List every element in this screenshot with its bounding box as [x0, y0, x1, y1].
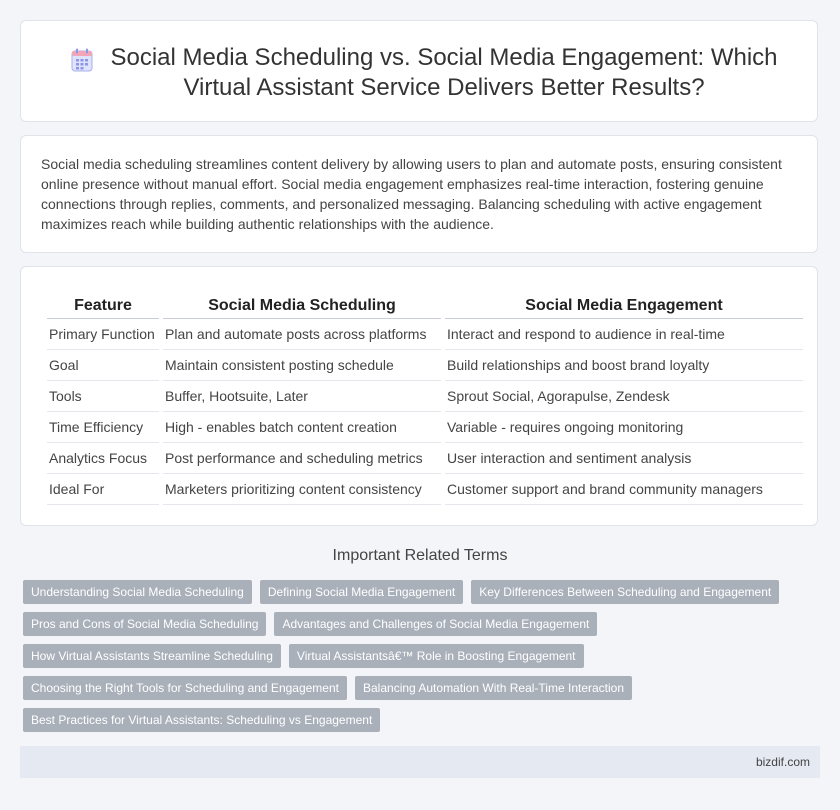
- table-cell: Analytics Focus: [47, 443, 159, 474]
- table-cell: Marketers prioritizing content consistency: [163, 474, 441, 505]
- table-cell: Post performance and scheduling metrics: [163, 443, 441, 474]
- table-row: [47, 443, 803, 474]
- table-cell: Tools: [47, 381, 159, 412]
- table-cell: Maintain consistent posting schedule: [163, 350, 441, 381]
- table-cell: User interaction and sentiment analysis: [445, 443, 803, 474]
- table-cell: Buffer, Hootsuite, Later: [163, 381, 441, 412]
- table-row: [47, 350, 803, 381]
- related-term-tag[interactable]: Defining Social Media Engagement: [260, 580, 463, 604]
- related-term-tag[interactable]: Pros and Cons of Social Media Scheduling: [23, 612, 266, 636]
- footer-site-link[interactable]: bizdif.com: [755, 755, 810, 769]
- related-term-tag[interactable]: Best Practices for Virtual Assistants: Scheduling vs Engagement: [23, 708, 380, 732]
- table-cell: Primary Function: [47, 319, 159, 350]
- related-terms-heading: Important Related Terms: [332, 547, 508, 564]
- footer-bar: [20, 746, 820, 778]
- table-header-row: [47, 295, 803, 319]
- intro-paragraph: Social media scheduling streamlines content delivery by allowing users to plan and automate posts, ensuring consistent online presence without manual effort. Social media engagement emphasizes real-time interaction, fostering genuine connections through replies, comments, and personalized messaging. Balancing scheduling with active engagement maximizes reach while building authentic relationships with the audience.: [41, 156, 782, 232]
- related-term-tag[interactable]: Key Differences Between Scheduling and Engagement: [471, 580, 779, 604]
- related-term-tag[interactable]: How Virtual Assistants Streamline Scheduling: [23, 644, 281, 668]
- related-term-tag[interactable]: Virtual Assistantsâ€™ Role in Boosting Engagement: [289, 644, 584, 668]
- table-cell: Interact and respond to audience in real-time: [445, 319, 803, 350]
- table-row: [47, 412, 803, 443]
- table-row: [47, 319, 803, 350]
- table-row: [47, 381, 803, 412]
- table-cell: Ideal For: [47, 474, 159, 505]
- table-cell: Sprout Social, Agorapulse, Zendesk: [445, 381, 803, 412]
- title-card: [20, 20, 818, 122]
- table-cell: High - enables batch content creation: [163, 412, 441, 443]
- related-term-tag[interactable]: Balancing Automation With Real-Time Interaction: [355, 676, 632, 700]
- related-term-tag[interactable]: Advantages and Challenges of Social Media Engagement: [274, 612, 597, 636]
- header-scheduling: Social Media Scheduling: [163, 295, 441, 319]
- related-term-tag[interactable]: Choosing the Right Tools for Scheduling and Engagement: [23, 676, 347, 700]
- table-row: [47, 474, 803, 505]
- table-cell: Variable - requires ongoing monitoring: [445, 412, 803, 443]
- related-terms-list: [23, 580, 813, 740]
- comparison-card: [20, 266, 818, 526]
- header-feature: Feature: [47, 295, 159, 319]
- page-title: Social Media Scheduling vs. Social Media Engagement: Which Virtual Assistant Service Delivers Better Results?: [110, 44, 778, 101]
- table-cell: Plan and automate posts across platforms: [163, 319, 441, 350]
- table-cell: Time Efficiency: [47, 412, 159, 443]
- table-cell: Customer support and brand community managers: [445, 474, 803, 505]
- table-cell: Goal: [47, 350, 159, 381]
- related-term-tag[interactable]: Understanding Social Media Scheduling: [23, 580, 252, 604]
- intro-card: [20, 135, 818, 253]
- comparison-table: [43, 295, 807, 505]
- table-cell: Build relationships and boost brand loyalty: [445, 350, 803, 381]
- header-engagement: Social Media Engagement: [445, 295, 803, 319]
- calendar-icon: [71, 48, 93, 72]
